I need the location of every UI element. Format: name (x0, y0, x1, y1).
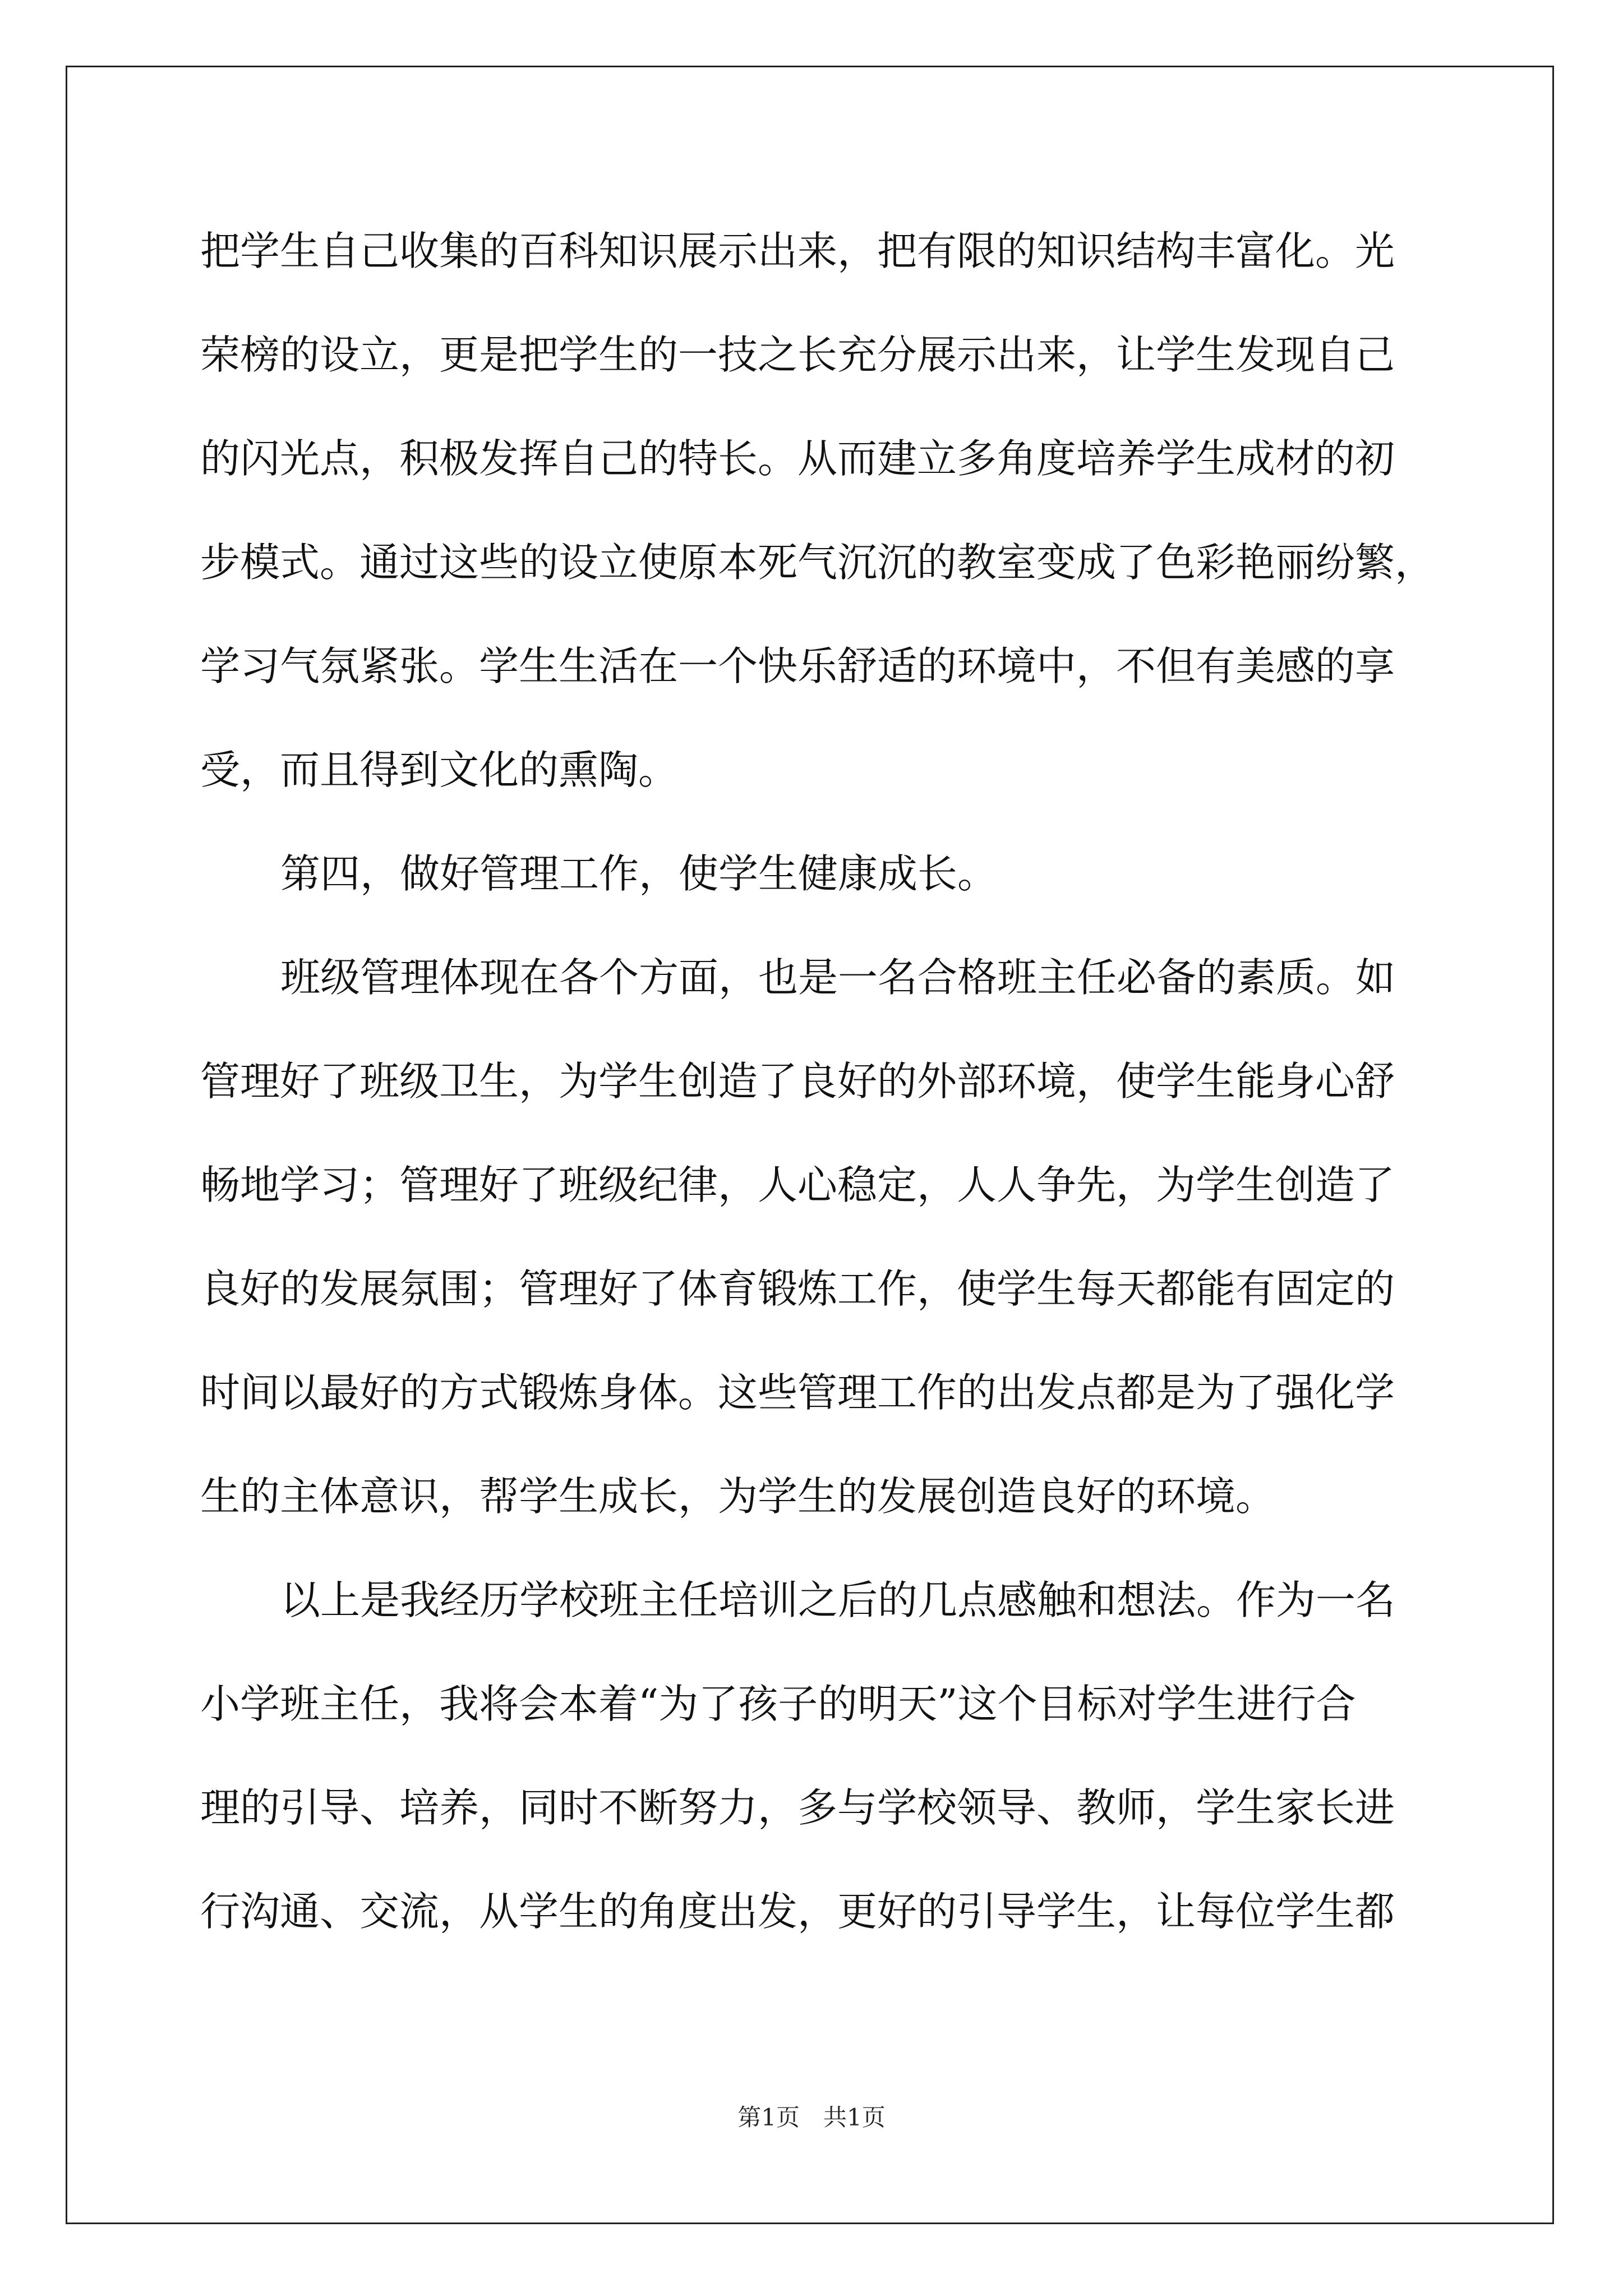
text-line: 理的引导、培养，同时不断努力，多与学校领导、教师，学生家长进 (200, 1784, 1395, 1831)
text-line: 时间以最好的方式锻炼身体。这些管理工作的出发点都是为了强化学 (200, 1369, 1395, 1416)
section-heading: 第四，做好管理工作，使学生健康成长。 (280, 850, 998, 897)
text-line: 管理好了班级卫生，为学生创造了良好的外部环境，使学生能身心舒 (200, 1058, 1395, 1105)
text-line: 把学生自己收集的百科知识展示出来，把有限的知识结构丰富化。光 (200, 228, 1395, 274)
text-line: 荣榜的设立，更是把学生的一技之长充分展示出来，让学生发现自己 (200, 332, 1395, 378)
text-line: 的闪光点，积极发挥自己的特长。从而建立多角度培养学生成材的初 (200, 435, 1395, 482)
text-line: 小学班主任，我将会本着“为了孩子的明天”这个目标对学生进行合 (200, 1681, 1356, 1727)
text-line: 生的主体意识，帮学生成长，为学生的发展创造良好的环境。 (200, 1473, 1276, 1520)
text-line: 畅地学习；管理好了班级纪律，人心稳定，人人争先，为学生创造了 (200, 1162, 1395, 1208)
text-line: 行沟通、交流，从学生的角度出发，更好的引导学生，让每位学生都 (200, 1888, 1395, 1935)
text-line: 以上是我经历学校班主任培训之后的几点感触和想法。作为一名 (280, 1577, 1396, 1623)
text-line: 学习气氛紧张。学生生活在一个快乐舒适的环境中，不但有美感的享 (200, 643, 1395, 689)
text-line: 良好的发展氛围；管理好了体育锻炼工作，使学生每天都能有固定的 (200, 1266, 1395, 1312)
text-line: 班级管理体现在各个方面，也是一名合格班主任必备的素质。如 (280, 954, 1396, 1001)
text-line: 步模式。通过这些的设立使原本死气沉沉的教室变成了色彩艳丽纷繁， (200, 539, 1435, 586)
page-number-footer: 第1页 共1页 (737, 2104, 886, 2131)
text-line: 受，而且得到文化的熏陶。 (200, 747, 679, 793)
